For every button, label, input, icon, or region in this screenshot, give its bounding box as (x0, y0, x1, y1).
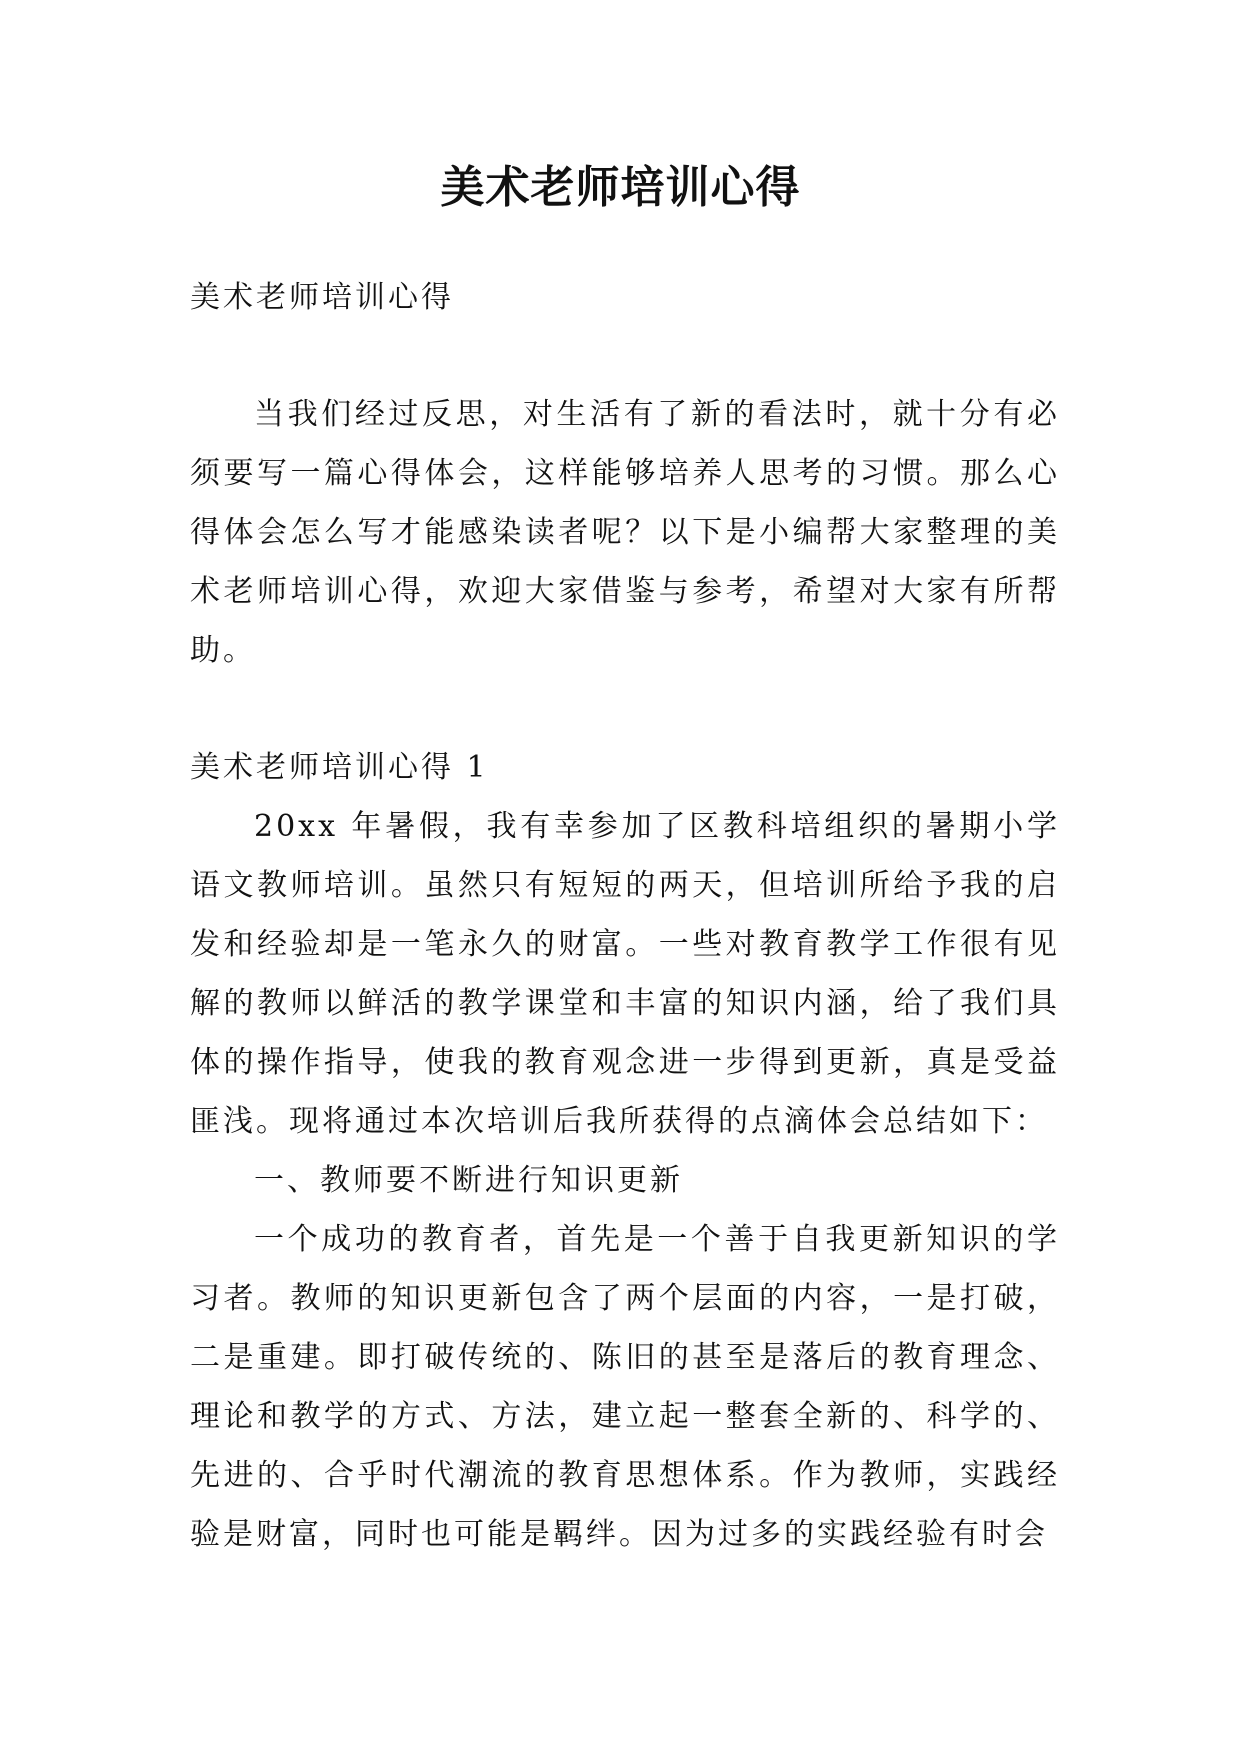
document-title: 美术老师培训心得 (440, 162, 801, 213)
section-heading: 美术老师培训心得 1 (190, 750, 489, 785)
document-body (190, 268, 1060, 1564)
point-heading: 一、教师要不断进行知识更新 (254, 1163, 683, 1198)
body-paragraph: 20xx 年暑假，我有幸参加了区教科培组织的暑期小学语文教师培训。虽然只有短短的两天，但培训所给予我的启发和经验却是一笔永久的财富。一些对教育教学工作很有见解的教师以鲜活的教学课堂和丰富的知识内涵，给了我们具体的操作指导，使我的教育观念进一步得到更新，真是受益匪浅。现将通过本次培训后我所获得的点滴体会总结如下： (190, 809, 1060, 1139)
body-paragraph: 一个成功的教育者，首先是一个善于自我更新知识的学习者。教师的知识更新包含了两个层面的内容，一是打破，二是重建。即打破传统的、陈旧的甚至是落后的教育理念、理论和教学的方式、方法，建立起一整套全新的、科学的、先进的、合乎时代潮流的教育思想体系。作为教师，实践经验是财富，同时也可能是羁绊。因为过多的实践经验有时会 (190, 1222, 1060, 1552)
intro-paragraph: 当我们经过反思，对生活有了新的看法时，就十分有必须要写一篇心得体会，这样能够培养人思考的习惯。那么心得体会怎么写才能感染读者呢？以下是小编帮大家整理的美术老师培训心得，欢迎大家借鉴与参考，希望对大家有所帮助。 (190, 397, 1060, 668)
document-subtitle: 美术老师培训心得 (190, 280, 454, 315)
